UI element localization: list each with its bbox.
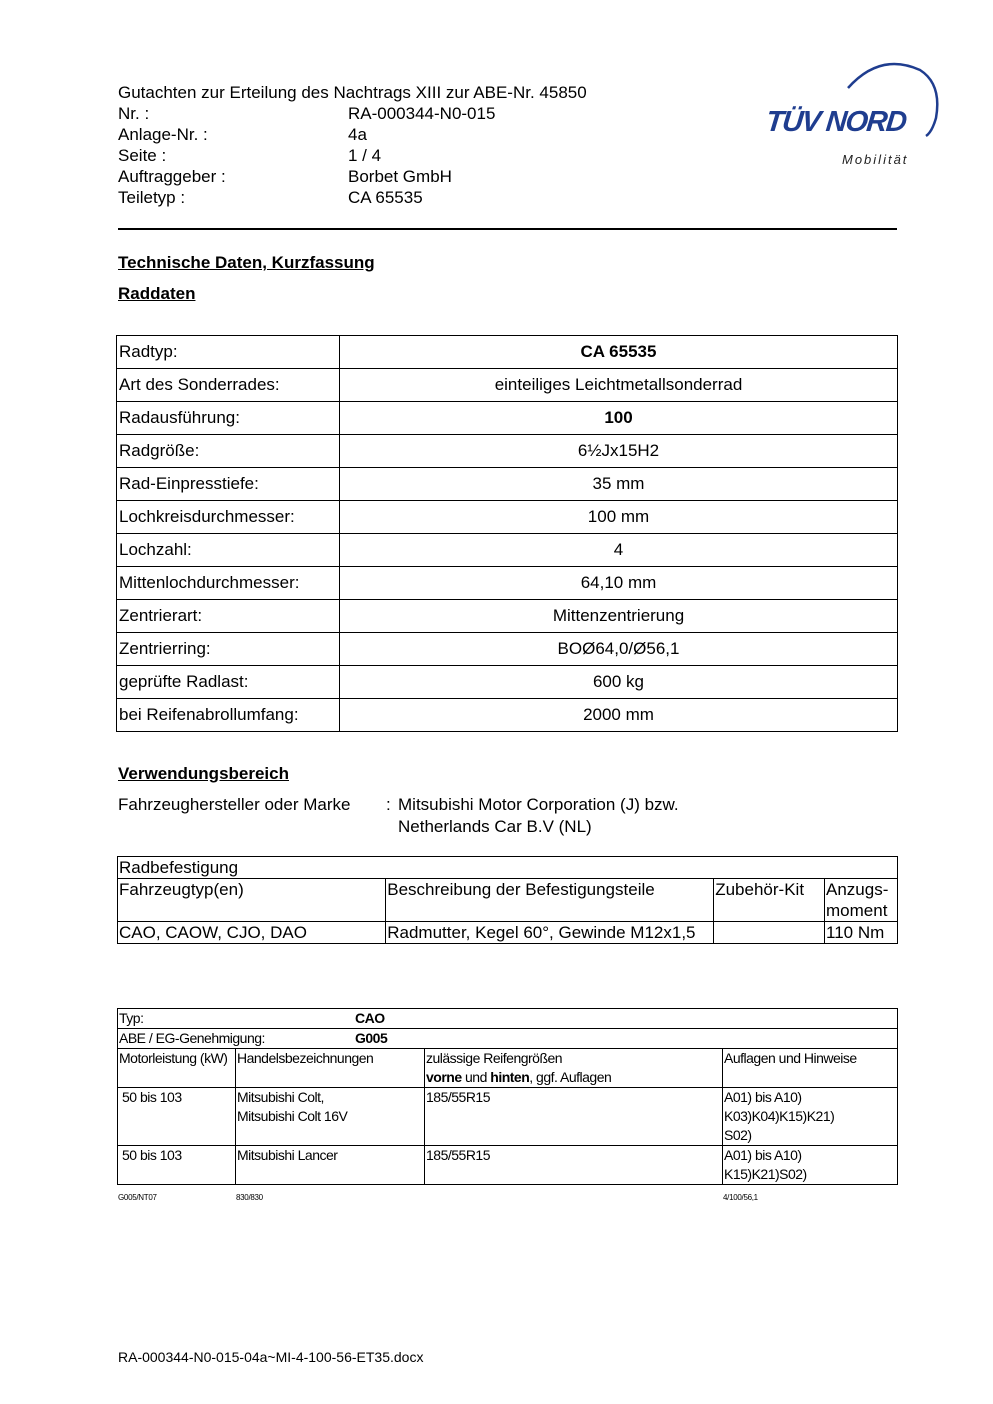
table-row: bei Reifenabrollumfang: 2000 mm (117, 699, 898, 732)
table-row: ABE / EG-Genehmigung: G005 (118, 1029, 898, 1049)
header-row-seite: Seite : 1 / 4 (118, 146, 382, 165)
logo-subtitle: Mobilität (842, 152, 909, 167)
table-row: Zentrierart: Mittenzentrierung (117, 600, 898, 633)
document-filename: RA-000344-N0-015-04a~MI-4-100-56-ET35.docx (118, 1349, 424, 1365)
typ-table (117, 1008, 898, 1185)
document-header (118, 82, 587, 208)
typ-foot-range: 830/830 (236, 1193, 263, 1202)
section-title-verwendungsbereich: Verwendungsbereich (118, 764, 289, 783)
section-title-technische-daten: Technische Daten, Kurzfassung (118, 253, 375, 272)
table-row: Typ: CAO (118, 1009, 898, 1029)
verwendung-separator: : (386, 795, 391, 814)
header-divider (118, 228, 897, 230)
header-row-auftraggeber: Auftraggeber : Borbet GmbH (118, 167, 452, 186)
table-row: Rad-Einpresstiefe: 35 mm (117, 468, 898, 501)
verwendung-block (118, 794, 679, 838)
table-row: Lochkreisdurchmesser: 100 mm (117, 501, 898, 534)
table-row: Zentrierring: BOØ64,0/Ø56,1 (117, 633, 898, 666)
verwendung-line1: Mitsubishi Motor Corporation (J) bzw. (398, 795, 679, 814)
table-row: 50 bis 103 Mitsubishi Colt, Mitsubishi Colt 16V 185/55R15 A01) bis A10) K03)K04)K15)K21) S02) (118, 1088, 898, 1146)
header-row-anlage: Anlage-Nr. : 4a (118, 125, 367, 144)
table-row: CAO, CAOW, CJO, DAO Radmutter, Kegel 60°, Gewinde M12x1,5 110 Nm (118, 922, 898, 944)
table-row: Motorleistung (kW) Handelsbezeichnungen zulässige Reifengrößen vorne und hinten, ggf. Auflagen Auflagen und Hinweise (118, 1049, 898, 1088)
verwendung-line2: Netherlands Car B.V (NL) (398, 817, 592, 836)
table-row: Fahrzeugtyp(en) Beschreibung der Befestigungsteile Zubehör-Kit Anzugs-moment (118, 879, 898, 922)
table-row: Art des Sonderrades: einteiliges Leichtmetallsonderrad (117, 369, 898, 402)
table-row: geprüfte Radlast: 600 kg (117, 666, 898, 699)
table-row (118, 857, 898, 879)
typ-foot-pattern: 4/100/56,1 (723, 1193, 758, 1202)
table-row: Lochzahl: 4 (117, 534, 898, 567)
befestigung-title: Radbefestigung (118, 857, 898, 879)
table-row: Mittenlochdurchmesser: 64,10 mm (117, 567, 898, 600)
table-row: Radgröße: 6½Jx15H2 (117, 435, 898, 468)
radbefestigung-table (117, 856, 898, 944)
document-title: Gutachten zur Erteilung des Nachtrags XIII zur ABE-Nr. 45850 (118, 83, 587, 102)
section-title-raddaten: Raddaten (118, 284, 196, 303)
verwendung-label: Fahrzeughersteller oder Marke (118, 795, 351, 814)
raddaten-table (116, 335, 898, 732)
table-row: 50 bis 103 Mitsubishi Lancer 185/55R15 A01) bis A10) K15)K21)S02) (118, 1146, 898, 1185)
header-row-teiletyp: Teiletyp : CA 65535 (118, 188, 423, 207)
table-row: Radtyp: CA 65535 (117, 336, 898, 369)
typ-foot-code: G005/NT07 (118, 1193, 157, 1202)
table-row: Radausführung: 100 (117, 402, 898, 435)
logo-brand: TÜV NORD (764, 106, 908, 138)
header-row-nr: Nr. : RA-000344-N0-015 (118, 104, 496, 123)
tuv-nord-logo (760, 60, 940, 170)
